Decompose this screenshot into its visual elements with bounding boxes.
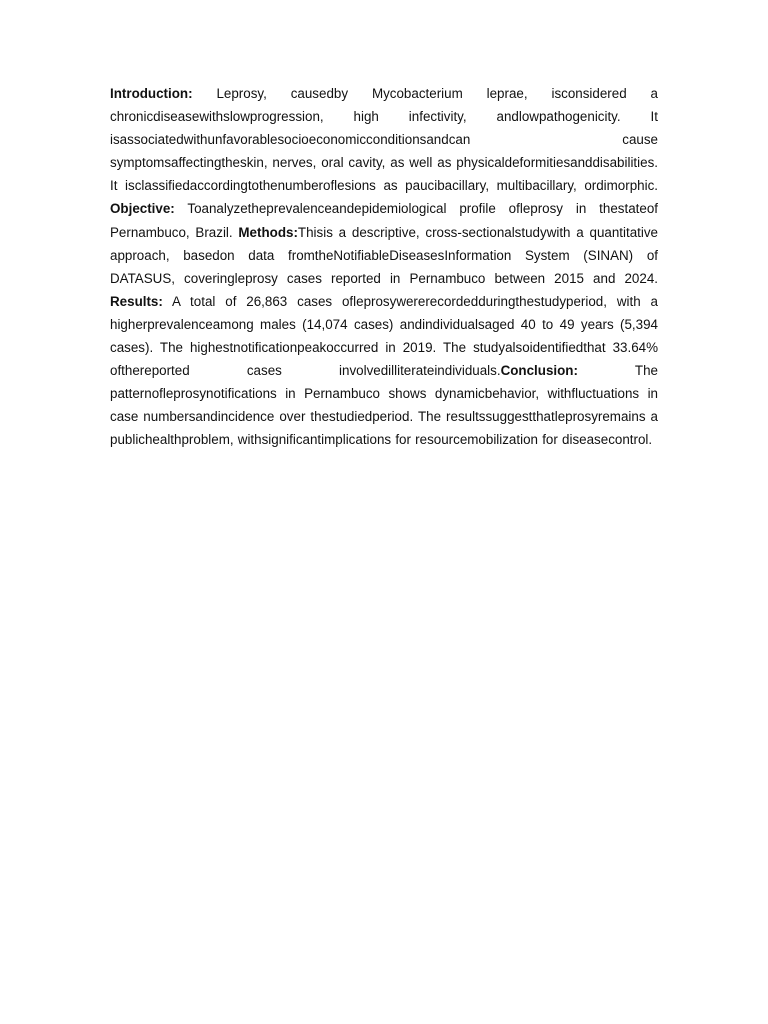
methods-text: Thisis a descriptive, cross-sectionalstudywith a quantitative approach, basedon data fromtheNotifiableDiseasesInformation System (SINAN) of DATASUS, coveringleprosy cases reported in Pernambuco between 2015 and 2024.	[110, 224, 658, 286]
results-label: Results:	[110, 293, 163, 309]
introduction-label: Introduction:	[110, 86, 193, 101]
methods-label: Methods:	[238, 224, 298, 240]
abstract-paragraph	[110, 82, 658, 452]
introduction-text: Leprosy, causedby Mycobacterium leprae, isconsidered a chronicdiseasewithslowprogression, high infectivity, andlowpathogenicity. It isassociatedwithunfavorablesocioeconomicconditionsandcan cause symptomsaffectingtheskin, nerves, oral cavity, as well as physicaldeformitiesanddisabilities. It isclassifiedaccordingtothenumberoflesions as paucibacillary, multibacillary, ordimorphic.	[110, 86, 658, 194]
objective-text: Toanalyzetheprevalenceandepidemiological profile ofleprosy in thestateof Pernambuco, Brazil.	[110, 201, 658, 240]
conclusion-text: The patternofleprosynotifications in Pernambuco shows dynamicbehavior, withfluctuations in case numbersandincidence over thestudiedperiod. The resultssuggestthatleprosyremains a publichealthproblem, withsignificantimplications for resourcemobilization for diseasecontrol.	[110, 363, 658, 448]
results-text: A total of 26,863 cases ofleprosywererecordedduringthestudyperiod, with a higherprevalenceamong males (14,074 cases) andindividualsaged 40 to 49 years (5,394 cases). The highestnotificationpeakoccurred in 2019. The studyalsoidentifiedthat 33.64% ofthereported cases involvedilliterateindividuals.	[110, 293, 658, 379]
conclusion-label: Conclusion:	[500, 363, 578, 379]
objective-label: Objective:	[110, 201, 175, 217]
